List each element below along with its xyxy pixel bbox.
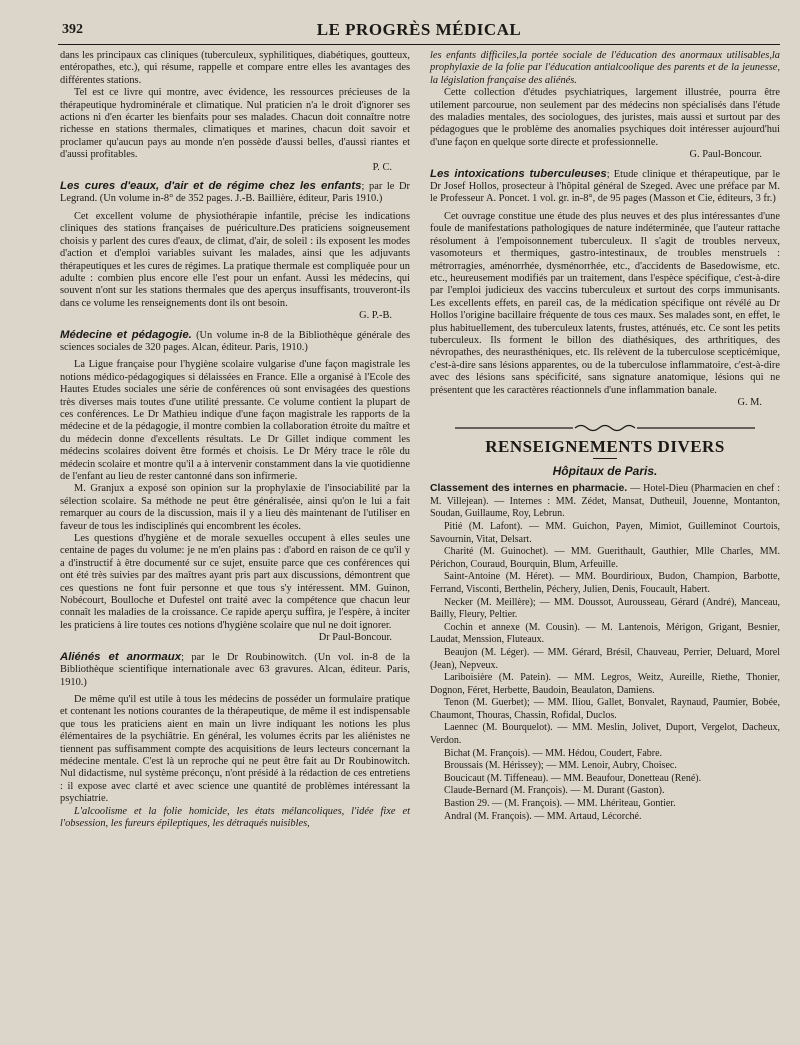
hospital-entry: Broussais (M. Hérissey); — MM. Lenoir, Aubry, Choisec. [444,760,677,772]
right-column [430,50,780,823]
review-reference: ; par le Dr Roubinowitch. (Un vol. in-8 de la Bibliothèque scientifique internationale avec 63 gravures. Alcan, éditeur. Paris, 1910.) [60,651,410,688]
review-reference: ; Etude clinique et thérapeutique, par le Dr Josef Hollos, prosecteur à l'hôpital général de Szeged. Avec une préface par M. le Professeur A. Poncet. 1 vol. gr. in-8°, de 95 pages (Masson et Cie, éditeurs, 3 fr.) [430,168,780,205]
paragraph: les enfants difficiles,la portée sociale de l'éducation des anormaux utilisables,la prophylaxie de la folie par l'éducation antialcoolique des parents et de la jeunesse, la législation française des aliénés. [430,50,780,86]
ornament-divider [430,423,780,433]
hospital-entry: Tenon (M. Guerbet); — MM. Iliou, Gallet, Bonvalet, Raynaud, Paumier, Bobée, Chaumont, Thouras, Chassin, Rofidal, Duclos. [430,697,780,721]
section-title: RENSEIGNEMENTS DIVERS [485,437,725,457]
hospital-entry: Bichat (M. François). — MM. Hédou, Coudert, Fabre. [444,747,663,759]
signature: G. P.-B. [359,310,392,322]
paragraph: Cet ouvrage constitue une étude des plus neuves et des plus intéressantes d'une foule de manifestations pathologiques de nature indéterminée, que l'auteur rattache résolument à l'empoisonnement tuberculeux. Il s'agit de troubles nerveux, vasomoteurs et thermiques, gastro-intestinaux, de troubles menstruels : métrorragies, aménorrhée, dysménorrhée, etc., d'accidents de Basedowisme, etc. etc., heureusement modifiés par un traitement, dans l'espèce spécifique, c'est-à-dire par l'emploi judicieux des vaccins tuberculeux et surtout des corps immunisants. Les excellents effets, en pareil cas, de la médication spécifique ont révélé au Dr Hollos l'origine bacillaire fréquente de tous ces maux. Ses malades sont, en effet, le plus habituellement, des tuberculeux latents, frustes, atténués, etc. Ce sont les petits tuberculeux. Ils forment le billon des diathésiques, des arthritiques, des névropathes, des neurasthéniques, etc. Ils relèvent de la tuberculose scepticémique, c'est-à-dire sans lésions apparentes, ou de la tuberculose inflammatoire, c'est-à-dire avec des lésions sans spécificité, sans signature anatomique, lésions qui ne présentent que les caractères réactionnels d'une inflammation banale. [430,210,780,396]
review-title: Les intoxications tuberculeuses [430,167,607,180]
hospital-entry: Pitié (M. Lafont). — MM. Guichon, Payen, Mimiot, Guilleminot Courtois, Savournin, Vitat, Delsart. [430,520,780,545]
paragraph: Cette collection d'études psychiatriques, largement illustrée, pourra être utilement parcourue, non seulement par des médecins non spécialisés dans l'étude des maladies mentales, des sociologues, des juristes, mais aussi et surtout par des pédagogues que le problème des anomalies psychiques doit intéresser aujourd'hui d'une façon en quelque sorte directe et professionnelle. [430,87,780,148]
signature: G. Paul-Boncour. [689,149,762,161]
hospital-entry: Bastion 29. — (M. François). — MM. Lhériteau, Gontier. [444,798,676,810]
hospital-entry: Saint-Antoine (M. Héret). — MM. Bourdirioux, Budon, Champion, Barbotte, Ferrand, Visconti, Berthelin, Péchery, Julien, Denis, Foucault, Habert. [430,571,780,595]
hospital-entry: Beaujon (M. Léger). — MM. Gérard, Brésil, Chauveau, Perrier, Deluard, Morel (Jean), Nepveux. [430,646,780,671]
paragraph: Les questions d'hygiène et de morale sexuelles occupent à elles seules une centaine de pages du volume: je ne m'en plains pas : d'abord en raison de ce qu'il y a d'instructif à être documenté sur ce sujet, ensuite parce que ces conférences qui ont été très suivies par des maîtres ayant pris part aux discussions, démontrent que ces questions ne font fuir personne et que tous s'y intéressent. MM. Guinon, Nobécourt, Boulloche et Dufestel ont traité avec la compétence que chacun leur connaît les maladies de la croissance. Ce rapide aperçu suffira, je l'espère, à inciter les praticiens à lire toutes ces notions d'hygiène scolaire que nul ne doit ignorer. [60,533,410,631]
paragraph: L'alcoolisme et la folie homicide, les états mélancoliques, l'idée fixe et l'obsession, les fureurs épileptiques, les détraqués nuisibles, [60,805,410,829]
hospital-entry: Lariboisière (M. Patein). — MM. Legros, Weitz, Aureille, Riethe, Thonier, Dognon, Féret, Herbette, Baudoin, Beaulaton, Damiens. [430,672,780,696]
paragraph: Tel est ce livre qui montre, avec évidence, les ressources précieuses de la thérapeutique hydrominérale et climatique. Nul praticien n'a le droit d'ignorer ses actions ni d'en écarter les bienfaits pour ses malades. Chacun doit connaître notre richesse en stations thermales, climatiques et marines, chacun doit savoir et proclamer qu'aucun pays au monde n'en possède d'aussi belles, d'aussi riantes et d'aussi profitables. [60,87,410,161]
page-header [58,18,780,44]
paragraph: Cet excellent volume de physiothérapie infantile, précise les indications cliniques des stations françaises de puériculture.Des praticiens soigneusement choisis y parlent des cures d'eaux, de climat, d'air, de soleil : ils exposent les modes d'action et d'emploi variables suivant les malades, ainsi que les adjuvants thérapeutiques et les cures de régimes. La pratique thermale est compliquée pour un adulte : combien plus encore elle l'est pour un enfant. Aussi les médecins, qui souvent n'ont sur les stations thermales que des aperçus insuffisants, trouveront-ils dans ce volume les renseignements dont ils ont besoin. [60,210,410,309]
subsection-title: Hôpitaux de Paris. [552,463,658,478]
review-reference: (Un volume in-8 de la Bibliothèque générale des sciences sociales de 320 pages. Alcan, éditeur. Paris, 1910.) [60,329,410,353]
signature: Dr Paul-Boncour. [318,632,392,644]
signature: G. M. [737,396,762,408]
review-heading [60,180,410,206]
review-heading [60,329,410,355]
review-reference: ; par le Dr Legrand. (Un volume in-8° de 352 pages. J.-B. Baillière, éditeur, Paris 1910.) [60,181,410,205]
listing-lead: Classement des internes en pharmacie. [430,483,628,495]
review-title: Aliénés et anormaux [60,650,182,663]
listing-text: — Hotel-Dieu (Pharmacien en chef : M. Villejean). — Internes : MM. Zédet, Mansat, Dutheuil, Jouenne, Montanton, Soudan, Guillaume, Roy, Lebrun. [430,483,780,520]
paragraph: La Ligue française pour l'hygiène scolaire vulgarise d'une façon magistrale les notions médico-pédagogiques si délaissées en France. Elle a organisé à l'Ecole des Hautes Etudes sociales une série de conférences où sont envisagées des questions très diverses mais toutes d'une utilité pressante. Ce volume contient la plupart de ces conférences. Le Dr Mathieu indique d'une façon magistrale les rapports de la médecine et de la pédagogie, il montre combien la collaboration étroite du maître et du médecin donne d'excellents résultats. Le Dr Gillet indique comment les médecins scolaires doivent être formés et choisis. Le Dr Méry trace le rôle du médecin scolaire et montre qu'il a à intervenir constamment dans la vie quotidienne de l'enfant au lieu de rester cantonné dans son infirmerie. [60,359,410,482]
hospital-entry: Charité (M. Guinochet). — MM. Guerithault, Gauthier, Mlle Charles, MM. Périchon, Couraud, Bourquin, Blum, Arfeuille. [430,546,780,570]
hospital-entry: Boucicaut (M. Tiffeneau). — MM. Beaufour, Donetteau (René). [444,772,702,784]
hospital-entry: Necker (M. Meillère); — MM. Doussot, Aurousseau, Gérard (André), Manceau, Bailly, Fleury, Peltier. [430,596,780,621]
hospital-entry: Andral (M. François). — MM. Artaud, Lécorché. [444,810,642,822]
journal-title: LE PROGRÈS MÉDICAL [316,20,522,39]
hospital-entry: Laennec (M. Bourquelot). — MM. Meslin, Jolivet, Duport, Vergelot, Dacheux, Verdon. [430,722,780,747]
paragraph: De même qu'il est utile à tous les médecins de posséder un formulaire pratique et contenant les notions courantes de la thérapeutique, de même il est indispensable que tous les praticiens aient en main un livre indiquant les notions les plus élémentaires de la psychiâtrie. En général, les volumes écrits par les aliénistes ne tiennent pas suffisamment compte des acquisitions de leurs lecteurs concernant la médecine mentale. C'est là un reproche qui ne peut être fait au Dr Roubinowitch. Nul didactisme, nul système préconçu, n'ont présidé à la rédaction de ces entretiens : il expose avec clarté et avec science une quantité de problèmes intéressant la psychiatrie. [60,693,410,805]
hospital-entry: Claude-Bernard (M. François). — M. Durant (Gaston). [444,785,665,797]
hospital-entry [430,483,780,521]
signature: P. C. [372,161,392,173]
paragraph: M. Granjux a exposé son opinion sur la prophylaxie de l'insociabilité par la sélection scolaire. Sa méthode ne peut être généralisée, ainsi qu'on le lui a fait remarquer au cours de la discussion, mais il y a lieu dès maintenant de l'utiliser en faveur de tous les indisciplinés qui encombrent les écoles. [60,483,410,532]
review-title: Les cures d'eaux, d'air et de régime chez les enfants [60,180,362,193]
review-heading [60,651,410,689]
left-column [60,50,410,830]
paragraph: dans les principaux cas cliniques (tuberculeux, syphilitiques, diabétiques, goutteux, entéropathes, etc.), qui résume, rappelle et compare entre elles les avantages des différentes stations. [60,50,410,86]
review-title: Médecine et pédagogie. [60,328,192,341]
section-rule [593,458,617,459]
review-heading [430,168,780,206]
ornament-rule-icon [455,423,755,433]
page-number: 392 [62,22,83,37]
header-rule [58,44,780,45]
hospital-entry: Cochin et annexe (M. Cousin). — M. Lantenois, Mérigon, Grigant, Besnier, Laudat, Menssion, Fluteaux. [430,621,780,646]
